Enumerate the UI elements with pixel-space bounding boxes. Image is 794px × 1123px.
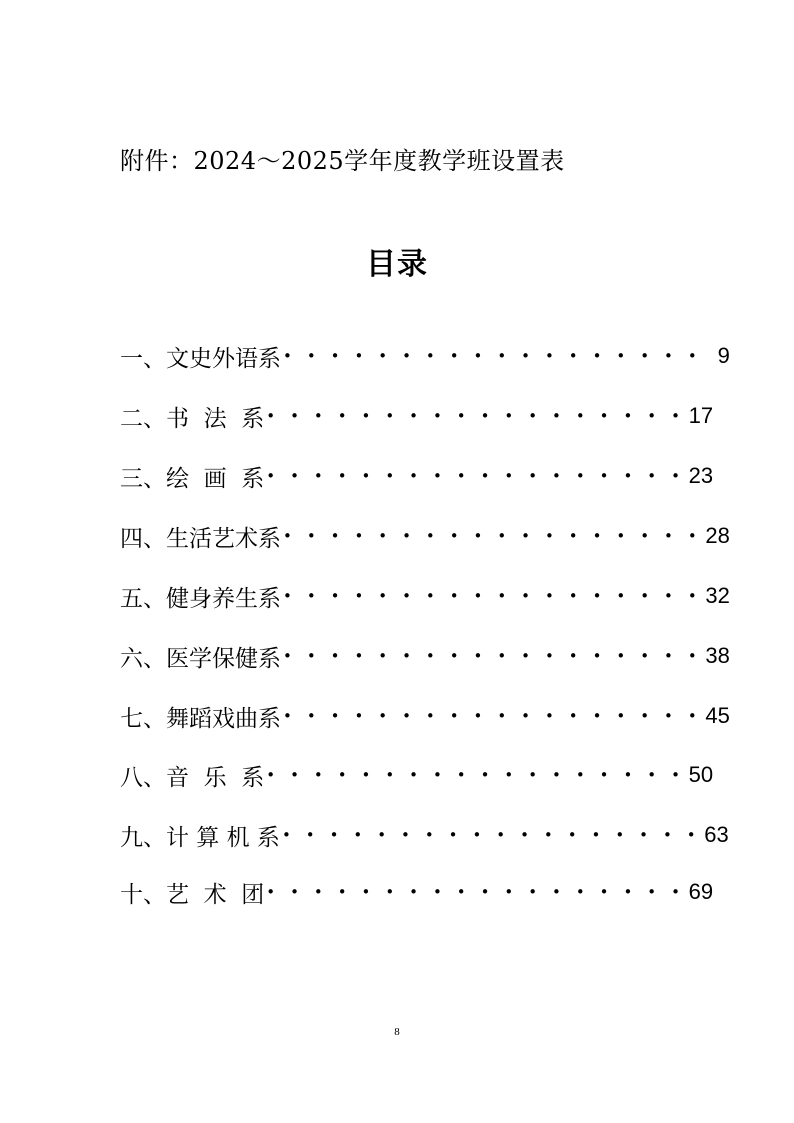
toc-entry-label: 四、生活艺术系 [120,525,281,552]
toc-entry-page: 17 [688,403,714,428]
toc-entry-page: 23 [688,463,714,488]
toc-entry-page: 32 [705,583,730,608]
toc-entry-page: 63 [704,822,729,847]
toc-entry-page: 38 [705,643,730,668]
toc-entry-label: 七、舞蹈戏曲系 [120,705,281,732]
toc-entry-5[interactable] [120,579,730,613]
toc-heading: 目录 [366,247,428,282]
toc-leader-dots: • • • • • • • • • • • • • • • • • • [266,407,686,425]
toc-entry-label: 五、健身养生系 [120,585,281,612]
attachment-title: 附件：2024～2025学年度教学班设置表 [120,147,565,175]
toc-entry-label: 一、文史外语系 [120,345,281,372]
toc-leader-dots: • • • • • • • • • • • • • • • • • • [283,647,702,665]
toc-entry-1[interactable] [120,339,730,373]
toc-leader-dots: • • • • • • • • • • • • • • • • • • [283,347,702,365]
toc-entry-label: 二、书 法 系 [120,405,265,432]
toc-entry-8[interactable] [120,758,714,792]
toc-entry-label: 八、音 乐 系 [120,764,265,791]
toc-leader-dots: • • • • • • • • • • • • • • • • • • [283,527,702,545]
toc-entry-2[interactable] [120,399,714,433]
toc-entry-page: 69 [688,879,714,904]
toc-entry-page: 28 [705,523,730,548]
toc-entry-7[interactable] [120,699,730,733]
toc-entry-label: 十、艺 术 团 [120,881,265,908]
toc-leader-dots: • • • • • • • • • • • • • • • • • • [281,826,701,844]
toc-leader-dots: • • • • • • • • • • • • • • • • • • [283,707,702,725]
toc-entry-3[interactable] [120,459,714,493]
toc-leader-dots: • • • • • • • • • • • • • • • • • • [283,587,702,605]
toc-leader-dots: • • • • • • • • • • • • • • • • • • [266,467,686,485]
toc-entry-page: 50 [688,762,714,787]
toc-entry-4[interactable] [120,519,730,553]
toc-leader-dots: • • • • • • • • • • • • • • • • • • [266,766,686,784]
toc-entry-10[interactable] [120,875,714,909]
toc-list [120,0,730,1123]
toc-entry-page: 45 [705,703,730,728]
toc-entry-label: 三、绘 画 系 [120,465,265,492]
toc-leader-dots: • • • • • • • • • • • • • • • • • • [266,883,686,901]
toc-entry-6[interactable] [120,639,730,673]
toc-entry-page: 9 [717,343,730,368]
toc-entry-label: 六、医学保健系 [120,645,281,672]
page-number: 8 [394,1026,400,1038]
toc-entry-9[interactable] [120,818,729,852]
toc-entry-label: 九、计 算 机 系 [120,824,280,851]
